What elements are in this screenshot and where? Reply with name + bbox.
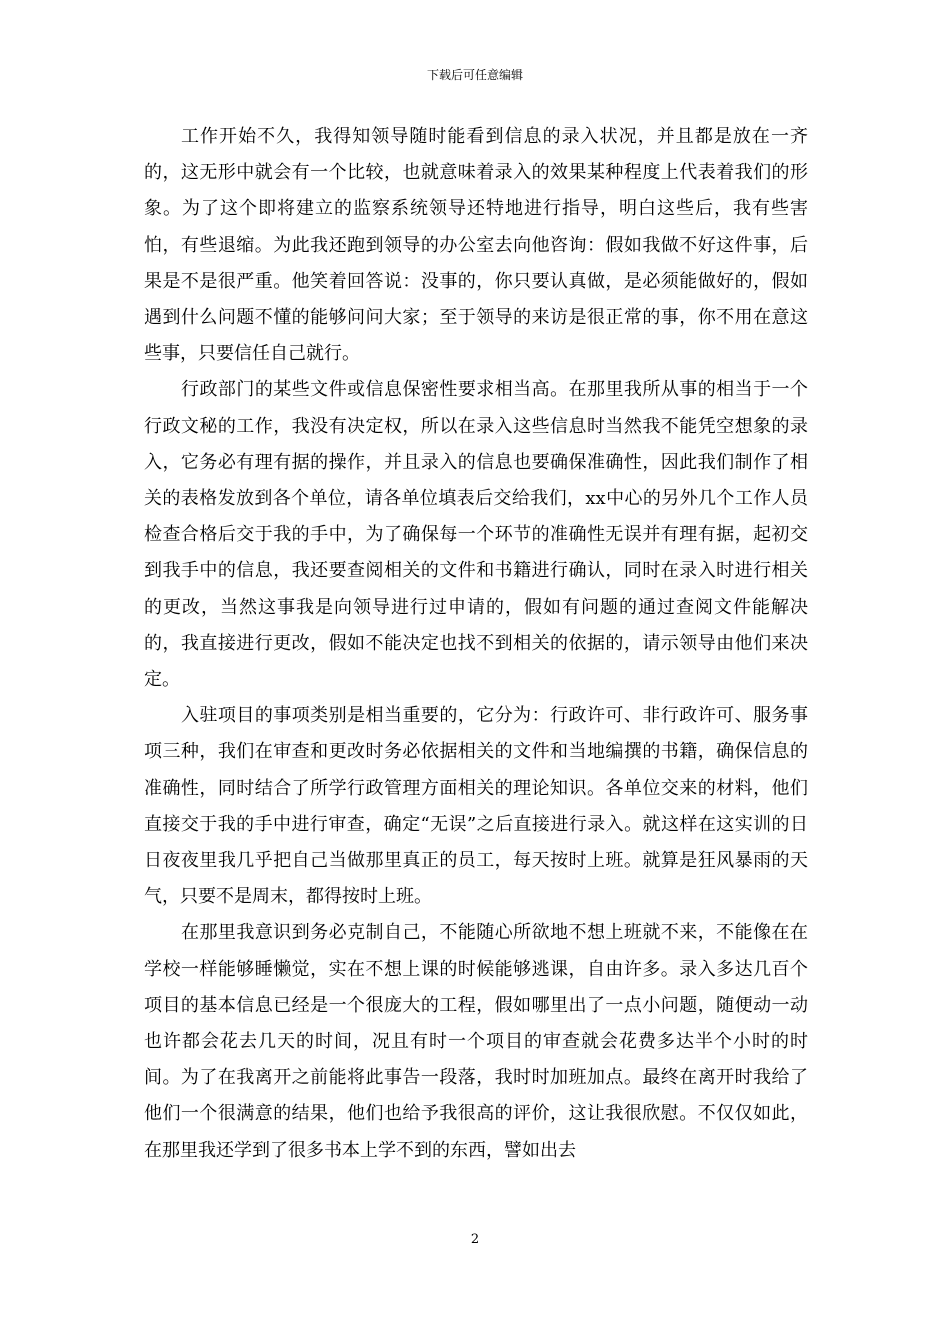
paragraph-3: 入驻项目的事项类别是相当重要的，它分为：行政许可、非行政许可、服务事项三种，我们在审查和更改时务必依据相关的文件和当地编撰的书籍，确保信息的准确性，同时结合了所学行政管理方面相关的理论知识。各单位交来的材料，他们直接交于我的手中进行审查，确定“无误”之后直接进行录入。就这样在这实训的日日夜夜里我几乎把自己当做那里真正的员工，每天按时上班。就算是狂风暴雨的天气，只要不是周末，都得按时上班。: [144, 705, 808, 908]
paragraph-2: 行政部门的某些文件或信息保密性要求相当高。在那里我所从事的相当于一个行政文秘的工作，我没有决定权，所以在录入这些信息时当然我不能凭空想象的录入，它务必有理有据的操作，并且录入的信息也要确保准确性，因此我们制作了相关的表格发放到各个单位，请各单位填表后交给我们，xx中心的另外几个工作人员检查合格后交于我的手中，为了确保每一个环节的准确性无误并有理有据，起初交到我手中的信息，我还要查阅相关的文件和书籍进行确认，同时在录入时进行相关的更改，当然这事我是向领导进行过申请的，假如有问题的通过查阅文件能解决的，我直接进行更改，假如不能决定也找不到相关的依据的，请示领导由他们来决定。: [144, 379, 808, 691]
paragraph-1: 工作开始不久，我得知领导随时能看到信息的录入状况，并且都是放在一齐的，这无形中就会有一个比较，也就意味着录入的效果某种程度上代表着我们的形象。为了这个即将建立的监察系统领导还特地进行指导，明白这些后，我有些害怕，有些退缩。为此我还跑到领导的办公室去向他咨询：假如我做不好这件事，后果是不是很严重。他笑着回答说：没事的，你只要认真做，是必须能做好的，假如遇到什么问题不懂的能够问问大家；至于领导的来访是很正常的事，你不用在意这些事，只要信任自己就行。: [144, 126, 808, 365]
paragraph-4: 在那里我意识到务必克制自己，不能随心所欲地不想上班就不来，不能像在在学校一样能够睡懒觉，实在不想上课的时候能够逃课，自由许多。录入多达几百个项目的基本信息已经是一个很庞大的工程，假如哪里出了一点小问题，随便动一动也许都会花去几天的时间，况且有时一个项目的审查就会花费多达半个小时的时间。为了在我离开之前能将此事告一段落，我时时加班加点。最终在离开时我给了他们一个很满意的结果，他们也给予我很高的评价，这让我很欣慰。不仅仅如此，在那里我还学到了很多书本上学不到的东西，譬如出去: [144, 922, 808, 1161]
page-number: 2: [470, 1232, 480, 1247]
page-header: 下载后可任意编辑: [426, 68, 523, 82]
body-text: [144, 119, 808, 1169]
